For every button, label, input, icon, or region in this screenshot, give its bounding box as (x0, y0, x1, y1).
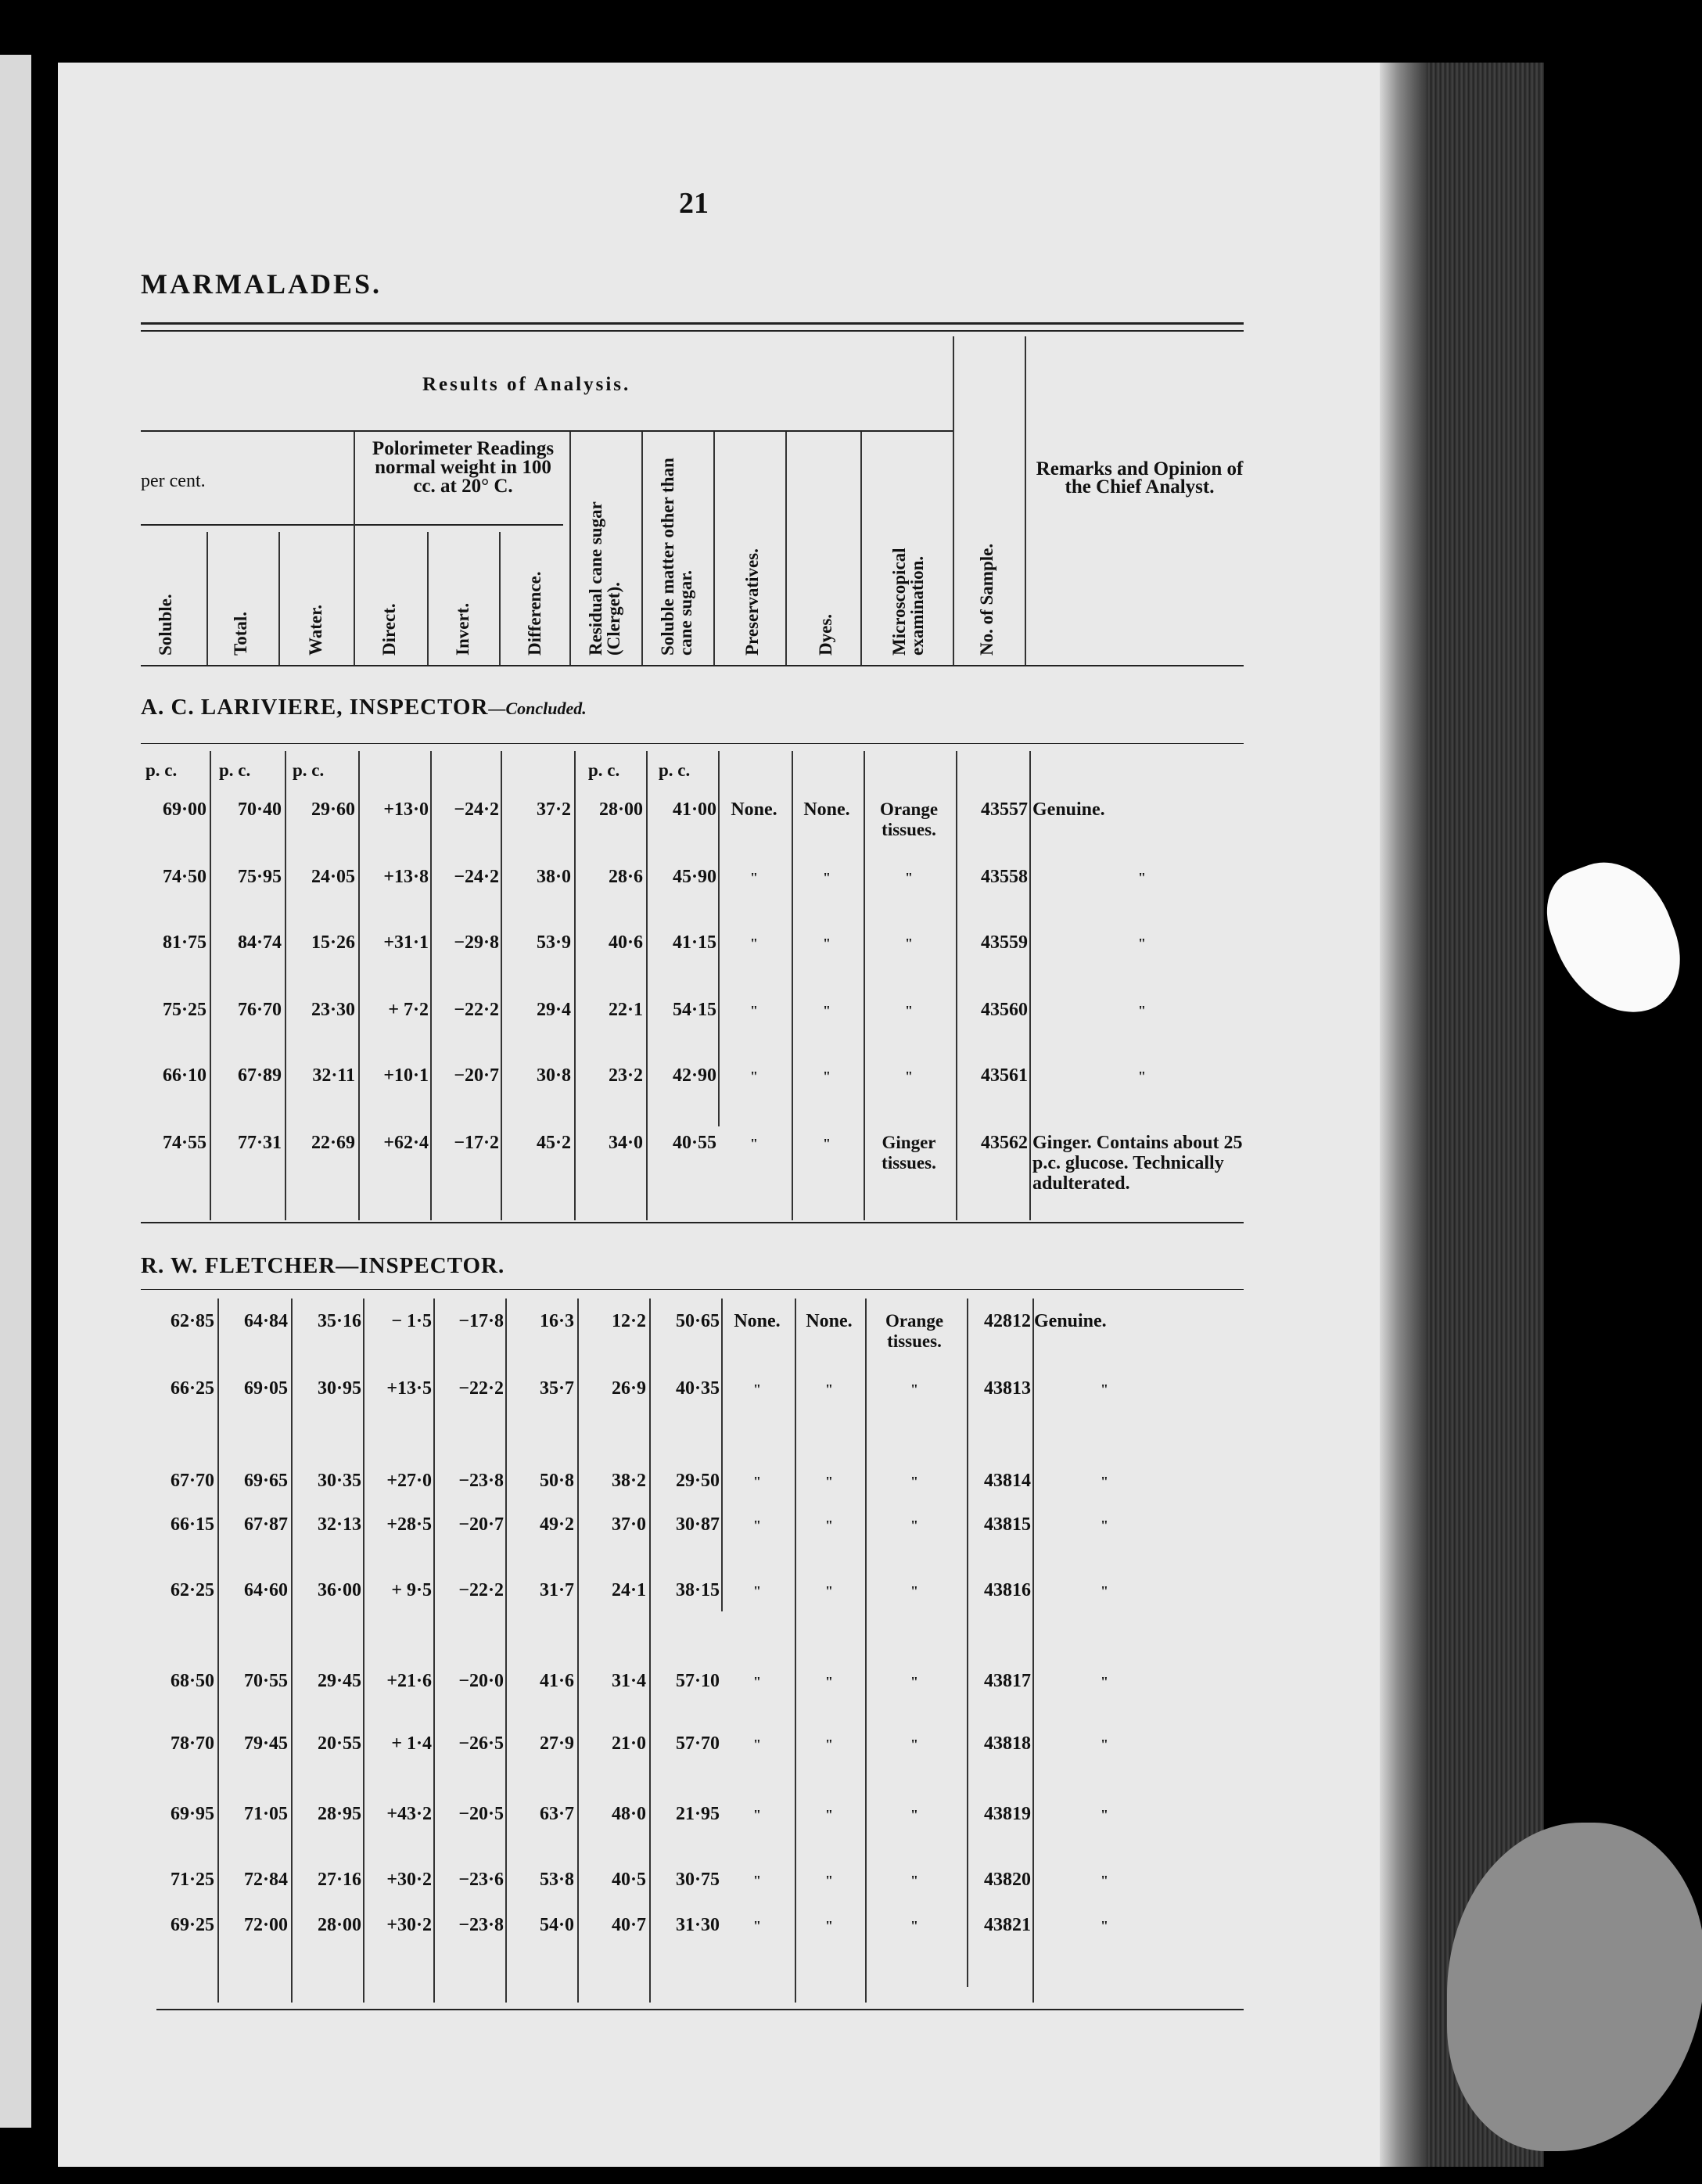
cell-preservatives: " (753, 1474, 761, 1489)
cell-difference: 63·7 (539, 1804, 574, 1824)
cell-total: 76·70 (237, 1000, 282, 1020)
cell-remarks: Genuine. (1034, 1311, 1107, 1331)
cell-invert: −24·2 (454, 867, 499, 887)
cell-direct: +28·5 (386, 1514, 432, 1535)
cell-preservatives: " (753, 1674, 761, 1690)
cell-water: 30·35 (317, 1471, 361, 1491)
cell-sample-no: 43818 (984, 1733, 1031, 1754)
cell-remarks: " (1138, 1069, 1146, 1084)
unit-label: p. c. (219, 760, 251, 780)
col-header-total: Total. (231, 611, 250, 656)
cell-soluble-matter: 31·30 (675, 1915, 720, 1935)
cell-water: 23·30 (311, 1000, 355, 1020)
col-header-sample-no: No. of Sample. (977, 543, 996, 656)
column-divider (1029, 751, 1031, 1220)
cell-sample-no: 43559 (981, 932, 1028, 953)
cell-preservatives: " (753, 1381, 761, 1397)
cell-preservatives: None. (731, 799, 777, 820)
header-divider (860, 432, 862, 665)
cell-dyes: None. (806, 1311, 853, 1331)
cell-soluble-matter: 42·90 (672, 1065, 716, 1086)
cell-soluble-matter: 40·55 (672, 1133, 716, 1153)
column-divider (210, 751, 211, 1220)
cell-invert: −17·2 (454, 1133, 499, 1153)
cell-direct: +31·1 (383, 932, 429, 953)
cell-sample-no: 43558 (981, 867, 1028, 887)
column-divider (433, 1299, 435, 2003)
cell-direct: + 9·5 (391, 1580, 432, 1600)
cell-direct: +13·5 (386, 1378, 432, 1399)
header-divider (354, 432, 355, 665)
header-divider (713, 432, 715, 665)
header-divider (206, 532, 208, 665)
cell-difference: 35·7 (539, 1378, 574, 1399)
column-divider (649, 1299, 651, 2003)
cell-preservatives: " (753, 1807, 761, 1823)
cell-microscopical: " (910, 1518, 918, 1533)
cell-remarks: " (1101, 1873, 1108, 1888)
cell-difference: 49·2 (539, 1514, 574, 1535)
cell-soluble: 74·55 (162, 1133, 206, 1153)
header-divider (785, 432, 787, 665)
cell-microscopical: Ginger tissues. (882, 1133, 936, 1173)
cell-dyes: " (823, 1069, 831, 1084)
concluded-note: —Concluded. (488, 699, 587, 718)
cell-water: 15·26 (311, 932, 355, 953)
cell-invert: −29·8 (454, 932, 499, 953)
cell-direct: +30·2 (386, 1870, 432, 1890)
column-divider (285, 751, 286, 1220)
section-title: MARMALADES. (141, 268, 382, 300)
cell-remarks: " (1101, 1918, 1108, 1934)
section-rule (141, 1289, 1244, 1290)
header-divider (427, 532, 429, 665)
cell-soluble: 62·25 (170, 1580, 214, 1600)
cell-microscopical: " (905, 936, 913, 951)
cell-residual: 24·1 (611, 1580, 646, 1600)
cell-direct: + 1·4 (391, 1733, 432, 1754)
cell-preservatives: " (750, 936, 758, 951)
col-header-soluble: Soluble. (156, 594, 175, 656)
cell-soluble: 78·70 (170, 1733, 214, 1754)
cell-invert: −26·5 (458, 1733, 504, 1754)
inspector-name: A. C. LARIVIERE, INSPECTOR (141, 695, 489, 720)
cell-residual: 31·4 (611, 1671, 646, 1691)
cell-direct: +13·0 (383, 799, 429, 820)
cell-residual: 48·0 (611, 1804, 646, 1824)
cell-soluble-matter: 38·15 (675, 1580, 720, 1600)
cell-remarks: " (1138, 1003, 1146, 1018)
cell-microscopical: " (910, 1674, 918, 1690)
cell-dyes: " (825, 1873, 833, 1888)
cell-direct: +43·2 (386, 1804, 432, 1824)
unit-label: p. c. (145, 760, 178, 780)
cell-difference: 37·2 (536, 799, 571, 820)
cell-difference: 31·7 (539, 1580, 574, 1600)
column-divider (1032, 1299, 1034, 2003)
cell-sample-no: 43820 (984, 1870, 1031, 1890)
col-header-preservatives: Preservatives. (742, 548, 762, 656)
cell-soluble-matter: 30·87 (675, 1514, 720, 1535)
cell-invert: −20·7 (454, 1065, 499, 1086)
cell-soluble-matter: 41·15 (672, 932, 716, 953)
cell-difference: 38·0 (536, 867, 571, 887)
cell-remarks: " (1101, 1737, 1108, 1752)
cell-water: 35·16 (317, 1311, 361, 1331)
page-spine (1380, 63, 1427, 2167)
cell-total: 67·89 (237, 1065, 282, 1086)
cell-sample-no: 43557 (981, 799, 1028, 820)
cell-preservatives: " (753, 1737, 761, 1752)
cell-soluble-matter: 30·75 (675, 1870, 720, 1890)
cell-residual: 34·0 (608, 1133, 643, 1153)
cell-remarks: " (1101, 1807, 1108, 1823)
per-cent-label: per cent. (141, 471, 206, 491)
cell-microscopical: " (910, 1807, 918, 1823)
cell-microscopical: " (910, 1474, 918, 1489)
cell-dyes: " (823, 936, 831, 951)
col-header-difference: Difference. (525, 571, 544, 656)
cell-remarks: " (1101, 1674, 1108, 1690)
cell-residual: 40·7 (611, 1915, 646, 1935)
cell-dyes: " (825, 1583, 833, 1599)
cell-remarks: " (1101, 1474, 1108, 1489)
cell-direct: +13·8 (383, 867, 429, 887)
cell-water: 32·11 (312, 1065, 355, 1086)
cell-difference: 45·2 (536, 1133, 571, 1153)
cell-dyes: None. (803, 799, 850, 820)
cell-residual: 40·5 (611, 1870, 646, 1890)
cell-invert: −24·2 (454, 799, 499, 820)
header-divider (499, 532, 501, 665)
header-divider (278, 532, 280, 665)
section-end-rule (141, 1222, 1244, 1223)
cell-microscopical: " (910, 1381, 918, 1397)
cell-soluble: 66·10 (162, 1065, 206, 1086)
cell-soluble-matter: 40·35 (675, 1378, 720, 1399)
cell-residual: 37·0 (611, 1514, 646, 1535)
unit-label: p. c. (659, 760, 691, 780)
cell-total: 70·55 (243, 1671, 288, 1691)
cell-invert: −23·6 (458, 1870, 504, 1890)
cell-total: 77·31 (237, 1133, 282, 1153)
cell-water: 28·95 (317, 1804, 361, 1824)
cell-soluble-matter: 45·90 (672, 867, 716, 887)
cell-sample-no: 43561 (981, 1065, 1028, 1086)
cell-total: 71·05 (243, 1804, 288, 1824)
cell-sample-no: 43560 (981, 1000, 1028, 1020)
cell-total: 84·74 (237, 932, 282, 953)
cell-total: 79·45 (243, 1733, 288, 1754)
cell-preservatives: " (753, 1918, 761, 1934)
col-header-dyes: Dyes. (816, 613, 835, 656)
cell-total: 72·84 (243, 1870, 288, 1890)
cell-soluble-matter: 41·00 (672, 799, 716, 820)
cell-invert: −20·5 (458, 1804, 504, 1824)
cell-residual: 26·9 (611, 1378, 646, 1399)
cell-difference: 53·8 (539, 1870, 574, 1890)
cell-water: 20·55 (317, 1733, 361, 1754)
header-divider (953, 336, 954, 665)
column-divider (217, 1299, 219, 2003)
cell-residual: 21·0 (611, 1733, 646, 1754)
cell-sample-no: 43562 (981, 1133, 1028, 1153)
cell-soluble: 69·25 (170, 1915, 214, 1935)
cell-direct: +30·2 (386, 1915, 432, 1935)
cell-soluble: 69·00 (162, 799, 206, 820)
polarimeter-heading: Polorimeter Readings normal weight in 100 cc. at 20° C. (372, 438, 555, 497)
column-divider (363, 1299, 364, 2003)
header-divider (641, 432, 643, 665)
cell-remarks: " (1101, 1518, 1108, 1533)
inspector-heading-lariviere (141, 695, 587, 720)
col-header-microscopical: Microscopical examination. (889, 548, 927, 656)
paper-damage-spot (1533, 845, 1697, 1032)
column-divider (505, 1299, 507, 2003)
cell-total: 64·84 (243, 1311, 288, 1331)
cell-residual: 23·2 (608, 1065, 643, 1086)
cell-total: 69·05 (243, 1378, 288, 1399)
cell-difference: 54·0 (539, 1915, 574, 1935)
cell-total: 72·00 (243, 1915, 288, 1935)
cell-microscopical: " (905, 1003, 913, 1018)
cell-invert: −20·0 (458, 1671, 504, 1691)
cell-invert: −22·2 (458, 1580, 504, 1600)
header-divider (569, 432, 571, 665)
cell-difference: 50·8 (539, 1471, 574, 1491)
cell-preservatives: " (753, 1873, 761, 1888)
header-divider (1025, 336, 1026, 665)
cell-soluble-matter: 54·15 (672, 1000, 716, 1020)
page-number: 21 (679, 187, 709, 220)
cell-residual: 40·6 (608, 932, 643, 953)
cell-soluble-matter: 57·10 (675, 1671, 720, 1691)
cell-water: 29·45 (317, 1671, 361, 1691)
cell-total: 64·60 (243, 1580, 288, 1600)
previous-page-edge (0, 55, 31, 2128)
header-bottom-rule (141, 665, 1244, 666)
cell-soluble: 66·15 (170, 1514, 214, 1535)
cell-dyes: " (823, 1136, 831, 1151)
cell-microscopical: " (910, 1737, 918, 1752)
cell-soluble: 66·25 (170, 1378, 214, 1399)
cell-soluble: 75·25 (162, 1000, 206, 1020)
results-heading-underline (141, 430, 953, 432)
cell-invert: −23·8 (458, 1471, 504, 1491)
cell-residual: 38·2 (611, 1471, 646, 1491)
cell-sample-no: 43816 (984, 1580, 1031, 1600)
cell-invert: −22·2 (458, 1378, 504, 1399)
cell-water: 30·95 (317, 1378, 361, 1399)
column-divider (865, 1299, 867, 2003)
cell-soluble: 69·95 (170, 1804, 214, 1824)
cell-microscopical: " (905, 1069, 913, 1084)
header-top-rule (141, 322, 1244, 325)
cell-soluble: 81·75 (162, 932, 206, 953)
cell-soluble: 68·50 (170, 1671, 214, 1691)
cell-remarks: " (1101, 1583, 1108, 1599)
cell-direct: +62·4 (383, 1133, 429, 1153)
cell-dyes: " (825, 1381, 833, 1397)
cell-preservatives: " (750, 1069, 758, 1084)
cell-total: 69·65 (243, 1471, 288, 1491)
section-rule (141, 743, 1244, 744)
cell-water: 22·69 (311, 1133, 355, 1153)
cell-dyes: " (823, 1003, 831, 1018)
cell-residual: 22·1 (608, 1000, 643, 1020)
cell-preservatives: None. (734, 1311, 781, 1331)
cell-invert: −17·8 (458, 1311, 504, 1331)
unit-label: p. c. (293, 760, 325, 780)
column-divider (291, 1299, 293, 2003)
cell-soluble-matter: 29·50 (675, 1471, 720, 1491)
cell-sample-no: 43819 (984, 1804, 1031, 1824)
cell-invert: −20·7 (458, 1514, 504, 1535)
cell-sample-no: 43813 (984, 1378, 1031, 1399)
cell-difference: 41·6 (539, 1671, 574, 1691)
cell-difference: 27·9 (539, 1733, 574, 1754)
cell-direct: +10·1 (383, 1065, 429, 1086)
inspector-heading-fletcher: R. W. FLETCHER—INSPECTOR. (141, 1253, 505, 1278)
cell-direct: +21·6 (386, 1671, 432, 1691)
cell-preservatives: " (750, 1003, 758, 1018)
cell-difference: 30·8 (536, 1065, 571, 1086)
unit-label: p. c. (588, 760, 620, 780)
cell-remarks: " (1138, 870, 1146, 885)
cell-soluble-matter: 21·95 (675, 1804, 720, 1824)
cell-difference: 29·4 (536, 1000, 571, 1020)
cell-remarks: Ginger. Contains about 25 p.c. glucose. Technically adulterated. (1032, 1133, 1243, 1194)
cell-soluble-matter: 57·70 (675, 1733, 720, 1754)
cell-dyes: " (823, 870, 831, 885)
cell-residual: 28·6 (608, 867, 643, 887)
col-header-residual: Residual cane sugar (Clerget). (586, 501, 623, 656)
cell-invert: −23·8 (458, 1915, 504, 1935)
results-of-analysis-heading: Results of Analysis. (422, 374, 631, 395)
cell-preservatives: " (750, 870, 758, 885)
cell-dyes: " (825, 1737, 833, 1752)
cell-soluble: 62·85 (170, 1311, 214, 1331)
column-divider (577, 1299, 579, 2003)
col-header-invert: Invert. (453, 602, 472, 656)
cell-sample-no: 43814 (984, 1471, 1031, 1491)
cell-water: 29·60 (311, 799, 355, 820)
cell-sample-no: 43815 (984, 1514, 1031, 1535)
cell-water: 32·13 (317, 1514, 361, 1535)
cell-remarks: " (1138, 936, 1146, 951)
cell-water: 28·00 (317, 1915, 361, 1935)
cell-soluble: 67·70 (170, 1471, 214, 1491)
col-header-water: Water. (306, 605, 325, 656)
cell-remarks: " (1101, 1381, 1108, 1397)
col-header-direct: Direct. (379, 603, 399, 656)
cell-total: 75·95 (237, 867, 282, 887)
cell-preservatives: " (753, 1583, 761, 1599)
cell-remarks: Genuine. (1032, 799, 1105, 820)
col-header-soluble-matter: Soluble matter other than cane sugar. (658, 458, 695, 656)
cell-dyes: " (825, 1518, 833, 1533)
cell-microscopical: Orange tissues. (879, 799, 939, 839)
cell-dyes: " (825, 1474, 833, 1489)
cell-soluble-matter: 50·65 (675, 1311, 720, 1331)
cell-total: 67·87 (243, 1514, 288, 1535)
cell-residual: 12·2 (611, 1311, 646, 1331)
cell-microscopical: " (905, 870, 913, 885)
cell-sample-no: 43817 (984, 1671, 1031, 1691)
cell-water: 24·05 (311, 867, 355, 887)
column-divider (795, 1299, 796, 2003)
remarks-heading: Remarks and Opinion of the Chief Analyst. (1036, 458, 1244, 498)
cell-invert: −22·2 (454, 1000, 499, 1020)
subheading-rule (141, 524, 563, 526)
cell-direct: +27·0 (386, 1471, 432, 1491)
cell-preservatives: " (750, 1136, 758, 1151)
cell-difference: 16·3 (539, 1311, 574, 1331)
cell-residual: 28·00 (598, 799, 643, 820)
cell-sample-no: 43821 (984, 1915, 1031, 1935)
cell-total: 70·40 (237, 799, 282, 820)
cell-dyes: " (825, 1807, 833, 1823)
cell-dyes: " (825, 1918, 833, 1934)
header-top-rule (141, 330, 1244, 332)
cell-water: 27·16 (317, 1870, 361, 1890)
cell-difference: 53·9 (536, 932, 571, 953)
cell-preservatives: " (753, 1518, 761, 1533)
cell-direct: + 7·2 (388, 1000, 429, 1020)
cell-microscopical: " (910, 1873, 918, 1888)
cell-microscopical: Orange tissues. (885, 1311, 944, 1351)
cell-microscopical: " (910, 1583, 918, 1599)
cell-microscopical: " (910, 1918, 918, 1934)
cell-soluble: 74·50 (162, 867, 206, 887)
cell-water: 36·00 (317, 1580, 361, 1600)
column-divider (721, 1299, 723, 1611)
cell-soluble: 71·25 (170, 1870, 214, 1890)
cell-sample-no: 42812 (984, 1311, 1031, 1331)
bottom-rule (156, 2009, 1244, 2010)
cell-direct: − 1·5 (391, 1311, 432, 1331)
cell-dyes: " (825, 1674, 833, 1690)
